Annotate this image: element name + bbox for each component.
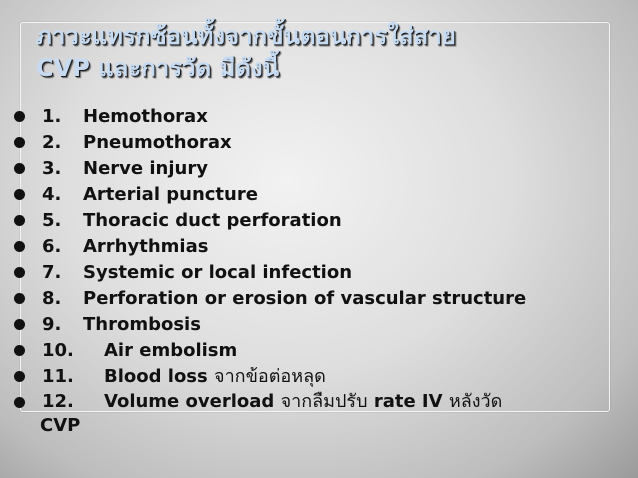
- item-text: Volume overload: [104, 391, 275, 412]
- item-text: Air embolism: [104, 340, 238, 361]
- title-line-2: CVP และการวัด มีดังนี้: [36, 54, 280, 82]
- bullet-icon: [14, 345, 25, 356]
- list-item: [12, 260, 632, 286]
- list-item: [12, 390, 632, 438]
- slide-title: [36, 20, 616, 84]
- bullet-icon: [14, 189, 25, 200]
- item-text: Blood loss: [104, 366, 208, 387]
- complication-list: [12, 104, 632, 438]
- list-item: [12, 312, 632, 338]
- list-item: [12, 234, 632, 260]
- item-text: Perforation or erosion of vascular structure: [83, 288, 527, 309]
- list-item: [12, 338, 632, 364]
- bullet-icon: [14, 293, 25, 304]
- bullet-icon: [14, 397, 25, 408]
- item-text: Systemic or local infection: [83, 262, 353, 283]
- list-item: [12, 208, 632, 234]
- item-text: Pneumothorax: [83, 132, 232, 153]
- bullet-icon: [14, 371, 25, 382]
- item-text: Hemothorax: [83, 106, 208, 127]
- bullet-icon: [14, 319, 25, 330]
- item-thai-text: จากลืมปรับ: [280, 391, 368, 412]
- bullet-icon: [14, 215, 25, 226]
- item-number: 4.: [42, 184, 62, 205]
- item-number: 11.: [42, 366, 74, 387]
- title-line-1: ภาวะแทรกซ้อนทั้งจากขั้นตอนการใส่สาย: [36, 22, 456, 50]
- list-item: [12, 364, 632, 390]
- list-item: [12, 130, 632, 156]
- item-number: 7.: [42, 262, 62, 283]
- bullet-icon: [14, 137, 25, 148]
- item-number: 12.: [42, 391, 74, 412]
- list-item: [12, 182, 632, 208]
- item-number: 6.: [42, 236, 62, 257]
- list-item: [12, 156, 632, 182]
- item-number: 3.: [42, 158, 62, 179]
- item-text: Arterial puncture: [83, 184, 258, 205]
- item-text-cvp: CVP: [40, 415, 81, 436]
- item-number: 5.: [42, 210, 62, 231]
- bullet-icon: [14, 111, 25, 122]
- bullet-icon: [14, 163, 25, 174]
- bullet-icon: [14, 267, 25, 278]
- item-text: Arrhythmias: [83, 236, 209, 257]
- item-text-rate: rate IV: [373, 391, 443, 412]
- list-item: [12, 104, 632, 130]
- item-number: 1.: [42, 106, 62, 127]
- item-text: Thoracic duct perforation: [83, 210, 342, 231]
- item-number: 9.: [42, 314, 62, 335]
- item-number: 8.: [42, 288, 62, 309]
- item-number: 2.: [42, 132, 62, 153]
- list-item: [12, 286, 632, 312]
- item-number: 10.: [42, 340, 74, 361]
- bullet-icon: [14, 241, 25, 252]
- item-text: Nerve injury: [83, 158, 208, 179]
- item-text: Thrombosis: [83, 314, 201, 335]
- item-thai-text: จากข้อต่อหลุด: [214, 366, 326, 387]
- item-thai-text-after: หลังวัด: [448, 391, 503, 412]
